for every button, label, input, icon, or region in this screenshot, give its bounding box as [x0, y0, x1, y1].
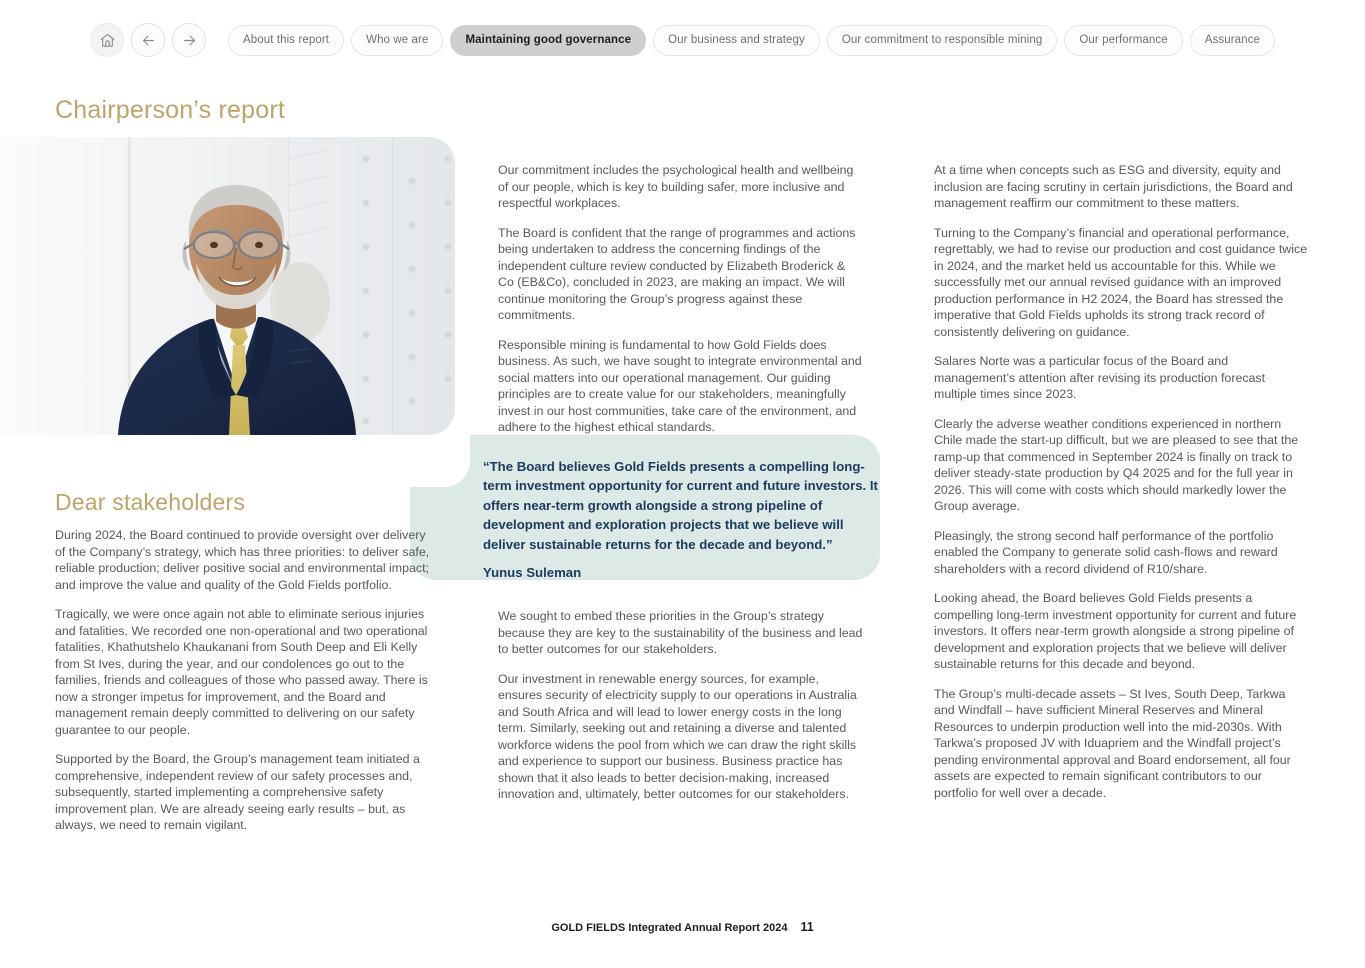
paragraph: The Board is confident that the range of programmes and actions being undertaken to address the concerning findings of the independent culture review conducted by Elizabeth Broderick & Co (EB&Co), concluded in 2023, are making an impact. We will continue monitoring the Group’s progress against these commitments. [498, 225, 856, 322]
nav-inner [90, 23, 1275, 57]
page-title: Chairperson’s report [55, 96, 286, 124]
nav-tab-who-we-are[interactable]: Who we are [351, 25, 443, 56]
paragraph: Supported by the Board, the Group’s management team initiated a comprehensive, independent review of our safety processes and, subsequently, started implementing a comprehensive safety improvement plan. We are already seeing early results – but, as always, we need to remain vigilant. [55, 752, 420, 832]
paragraph: Tragically, we were once again not able to eliminate serious injuries and fatalities. We recorded one non-operational and two operational fatalities, Khathutshelo Khaukanani from South Deep and Eli Kelly from St Ives, during the year, and our condolences go out to the families, friends and colleagues of those who passed away. There is now a stronger impetus for improvement, and the Board and management remain deeply committed to delivering on our safety guarantee to our people. [55, 607, 428, 737]
quote-attribution: Yunus Suleman [483, 565, 582, 581]
home-button[interactable] [90, 23, 124, 57]
paragraph: The Group’s multi-decade assets – St Ives, South Deep, Tarkwa and Windfall – have sufficient Mineral Reserves and Mineral Resources to underpin production well into the mid-2030s. With Tarkwa’s proposed JV with Iduapriem and the Windfall project’s pending environmental approval and Board endorsement, all four assets are expected to remain significant contributors to our portfolio for well over a decade. [934, 686, 1291, 800]
home-icon [99, 32, 116, 49]
paragraph: Pleasingly, the strong second half performance of the portfolio enabled the Company to generate solid cash-flows and reward shareholders with a record dividend of R10/share. [934, 528, 1278, 576]
paragraph: Salares Norte was a particular focus of the Board and management’s attention after revising its production forecast multiple times since 2023. [934, 354, 1266, 401]
paragraph: Our investment in renewable energy sources, for example, ensures security of electricity supply to our operations in Australia and South Africa and will lead to lower energy costs in the long term. Similarly, seeking out and retaining a diverse and talented workforce widens the pool from which we can draw the right skills and experience to support our business. Business practice has shown that it also leads to better decision-making, increased innovation and, ultimately, better outcomes for our stakeholders. [498, 671, 857, 801]
footer-page-number: 11 [800, 920, 814, 934]
paragraph: Responsible mining is fundamental to how Gold Fields does business. As such, we have sought to integrate environmental and social matters into our operational management. Our guiding principles are to create value for our stakeholders, meaningfully invest in our host communities, take care of the environment, and adhere to the highest ethical standards. [498, 337, 862, 434]
paragraph: Looking ahead, the Board believes Gold Fields presents a compelling long-term investment opportunity for current and future investors. It offers near-term growth alongside a strong pipeline of development and exploration projects that we believe will deliver sustainable returns for this decade and beyond. [934, 591, 1297, 671]
nav-tab-about-this-report[interactable]: About this report [228, 25, 344, 56]
right-column [934, 162, 1309, 814]
nav-tab-our-commitment-to-responsible-mining[interactable]: Our commitment to responsible mining [827, 25, 1057, 56]
forward-button[interactable] [172, 23, 206, 57]
arrow-right-icon [181, 32, 198, 49]
nav-tab-our-performance[interactable]: Our performance [1064, 25, 1182, 56]
middle-column-bottom [498, 608, 866, 816]
nav-tab-assurance[interactable]: Assurance [1190, 25, 1275, 56]
paragraph: We sought to embed these priorities in the Group’s strategy because they are key to the sustainability of the business and lead to better outcomes for our stakeholders. [498, 609, 863, 656]
quote-callout-notch [410, 435, 470, 487]
left-column [55, 489, 430, 847]
nav-tab-our-business-and-strategy[interactable]: Our business and strategy [653, 25, 820, 56]
footer-report-label: GOLD FIELDS Integrated Annual Report 2024 [551, 922, 788, 934]
arrow-left-icon [140, 32, 157, 49]
paragraph: Turning to the Company’s financial and operational performance, regrettably, we had to revise our production and cost guidance twice in 2024, and the market held us accountable for this. While we successfully met our annual revised guidance with an improved production performance in H2 2024, the Board has stressed the imperative that Gold Fields upholds its strong track record of consistently delivering on guidance. [934, 225, 1308, 339]
middle-column-top [498, 162, 863, 449]
paragraph: Clearly the adverse weather conditions experienced in northern Chile made the start-up difficult, but we are pleased to see that the ramp-up that commenced in September 2024 is finally on track to deliver steady-state production by Q4 2025 and for the full year in 2026. This will come with costs which should markedly lower the Group average. [934, 416, 1299, 513]
top-navigation-bar [0, 0, 1365, 80]
quote-callout-content [483, 457, 878, 580]
back-button[interactable] [131, 23, 165, 57]
paragraph: At a time when concepts such as ESG and diversity, equity and inclusion are facing scrutiny in certain jurisdictions, the Board and management reaffirm our commitment to these matters. [934, 163, 1293, 210]
paragraph: During 2024, the Board continued to provide oversight over delivery of the Company’s strategy, which has three priorities: to deliver safe, reliable production; deliver positive social and environmental impact; and improve the value and quality of the Gold Fields portfolio. [55, 528, 430, 592]
nav-tab-maintaining-good-governance[interactable]: Maintaining good governance [450, 25, 646, 56]
page-footer [0, 920, 1365, 934]
chairperson-portrait-photo [0, 137, 455, 435]
paragraph: Our commitment includes the psychological health and wellbeing of our people, which is key to building safer, more inclusive and respectful workplaces. [498, 163, 854, 210]
dear-stakeholders-heading: Dear stakeholders [55, 489, 246, 515]
quote-text: “The Board believes Gold Fields presents a compelling long-term investment opportunity for current and future investors. It offers near-term growth alongside a strong pipeline of development and exploration projects that we believe will deliver sustainable returns for the decade and beyond.” [483, 459, 878, 552]
